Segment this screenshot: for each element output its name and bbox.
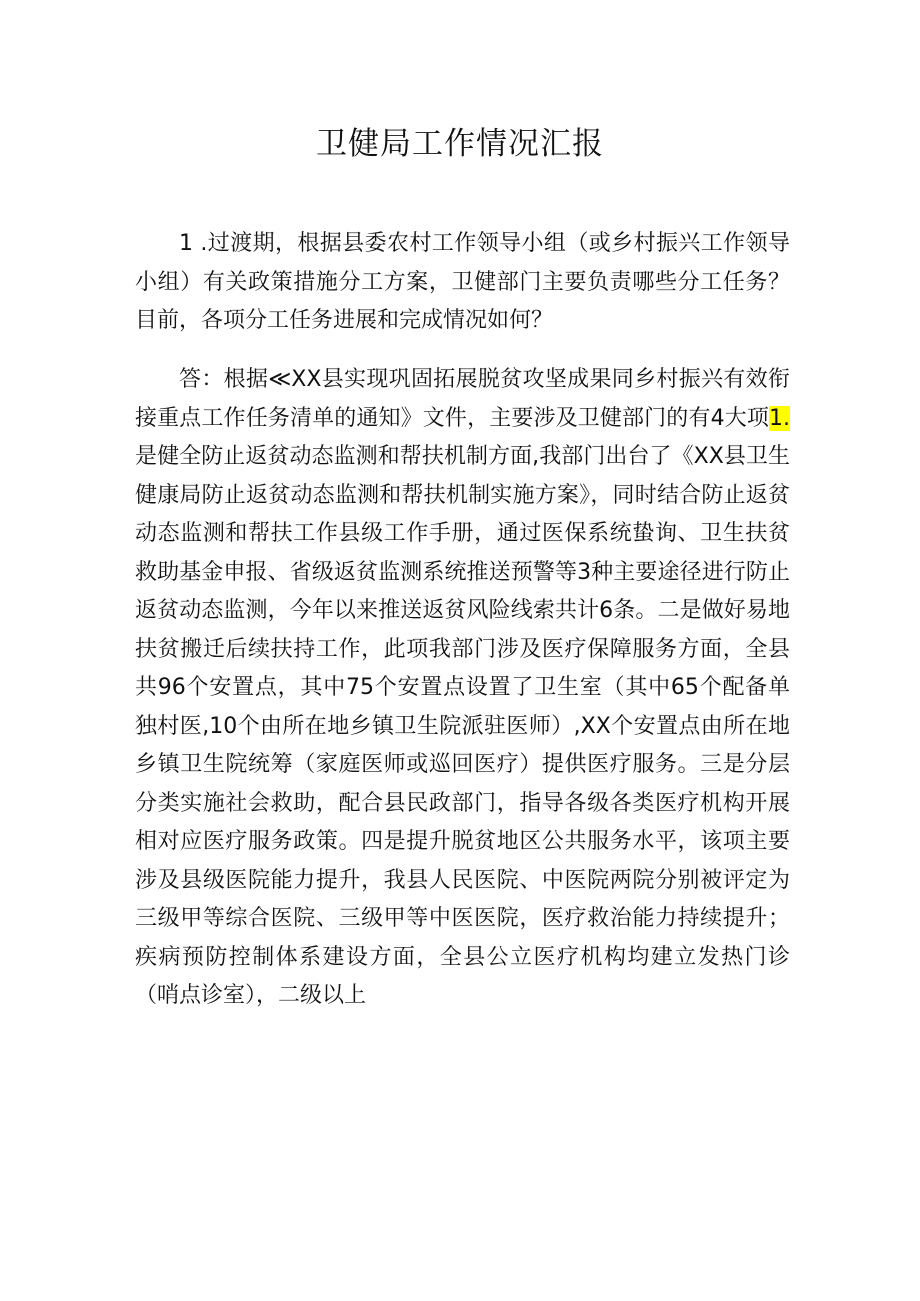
question-paragraph: 1 .过渡期，根据县委农村工作领导小组（或乡村振兴工作领导小组）有关政策措施分工方案，卫健部门主要负责哪些分工任务？目前，各项分工任务进展和完成情况如何？ (135, 231, 790, 333)
answer-text-rest: 是健全防止返贫动态监测和帮扶机制方面,我部门出台了《XX县卫生健康局防止返贫动态监测和帮扶机制实施方案》，同时结合防止返贫动态监测和帮扶工作县级工作手册，通过医保系统蛰询、卫生扶贫救助基金申报、省级返贫监测系统推送预警等3种主要途径进行防止返贫动态监测，今年以来推送返贫风险线索共计6条。二是做好易地扶贫搬迁后续扶持工作，此项我部门涉及医疗保障服务方面，全县共96个安置点，其中75个安置点设置了卫生室（其中65个配备单独村医,10个由所在地乡镇卫生院派驻医师）,XX个安置点由所在地乡镇卫生院统筹（家庭医师或巡回医疗）提供医疗服务。三是分层分类实施社会救助，配合县民政部门，指导各级各类医疗机构开展相对应医疗服务政策。四是提升脱贫地区公共服务水平，该项主要涉及县级医院能力提升，我县人民医院、中医院两院分别被评定为三级甲等综合医院、三级甲等中医医院，医疗救治能力持续提升；疾病预防控制体系建设方面，全县公立医疗机构均建立发热门诊（哨点诊室），二级以上 (135, 444, 790, 1008)
document-title: 卫健局工作情况汇报 (316, 126, 604, 162)
answer-paragraph (135, 361, 790, 1016)
answer-text-start: 答：根据≪XX县实现巩固拓展脱贫攻坚成果同乡村振兴有效衔接重点工作任务清单的通知》文件，主要涉及卫健部门的有4大项 (135, 367, 790, 431)
highlighted-item-number: 1. (769, 405, 790, 431)
